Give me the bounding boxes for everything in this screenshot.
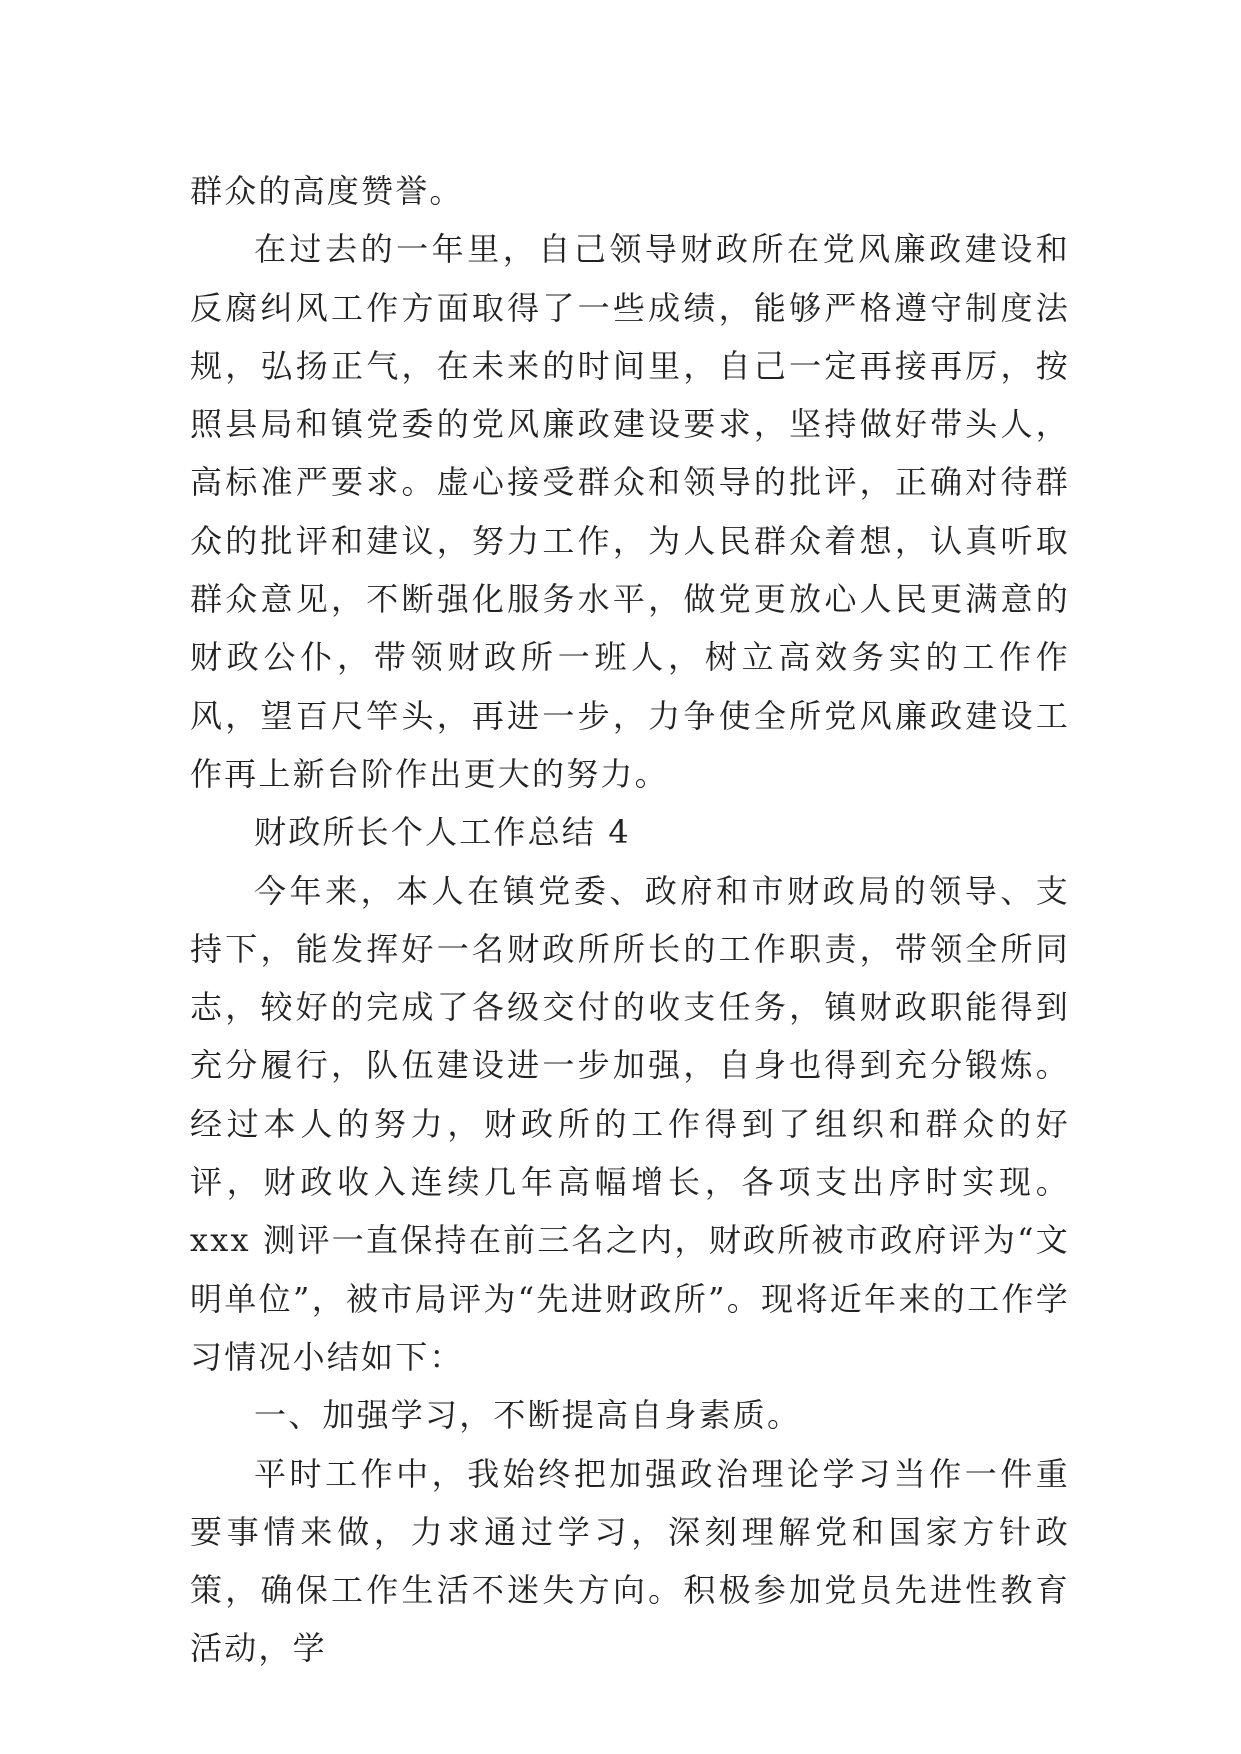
paragraph-anti-corruption-summary: 在过去的一年里，自己领导财政所在党风廉政建设和反腐纠风工作方面取得了一些成绩，能够严格遵守制度法规，弘扬正气，在未来的时间里，自己一定再接再厉，按照县局和镇党委的党风廉政建设要求，坚持做好带头人，高标准严要求。虚心接受群众和领导的批评，正确对待群众的批评和建议，努力工作，为人民群众着想，认真听取群众意见，不断强化服务水平，做党更放心人民更满意的财政公仆，带领财政所一班人，树立高效务实的工作作风，望百尺竿头，再进一步，力争使全所党风廉政建设工作再上新台阶作出更大的努力。 (190, 230, 1070, 793)
paragraph-intro: 今年来，本人在镇党委、政府和市财政局的领导、支持下，能发挥好一名财政所所长的工作职责，带领全所同志，较好的完成了各级交付的收支任务，镇财政职能得到充分履行，队伍建设进一步加强，自身也得到充分锻炼。经过本人的努力，财政所的工作得到了组织和群众的好评，财政收入连续几年高幅增长，各项支出序时实现。xxx 测评一直保持在前三名之内，财政所被市政府评为“文明单位”，被市局评为“先进财政所”。现将近年来的工作学习情况小结如下： (190, 871, 1070, 1376)
section-heading: 财政所长个人工作总结 4 (254, 813, 631, 852)
paragraph-continuation: 群众的高度赞誉。 (190, 172, 464, 210)
document-body (190, 162, 1070, 1678)
paragraph-study: 平时工作中，我始终把加强政治理论学习当作一件重要事情来做，力求通过学习，深刻理解党和国家方针政策，确保工作生活不迷失方向。积极参加党员先进性教育活动，学 (190, 1454, 1070, 1668)
subheading-study: 一、加强学习，不断提高自身素质。 (254, 1396, 802, 1435)
